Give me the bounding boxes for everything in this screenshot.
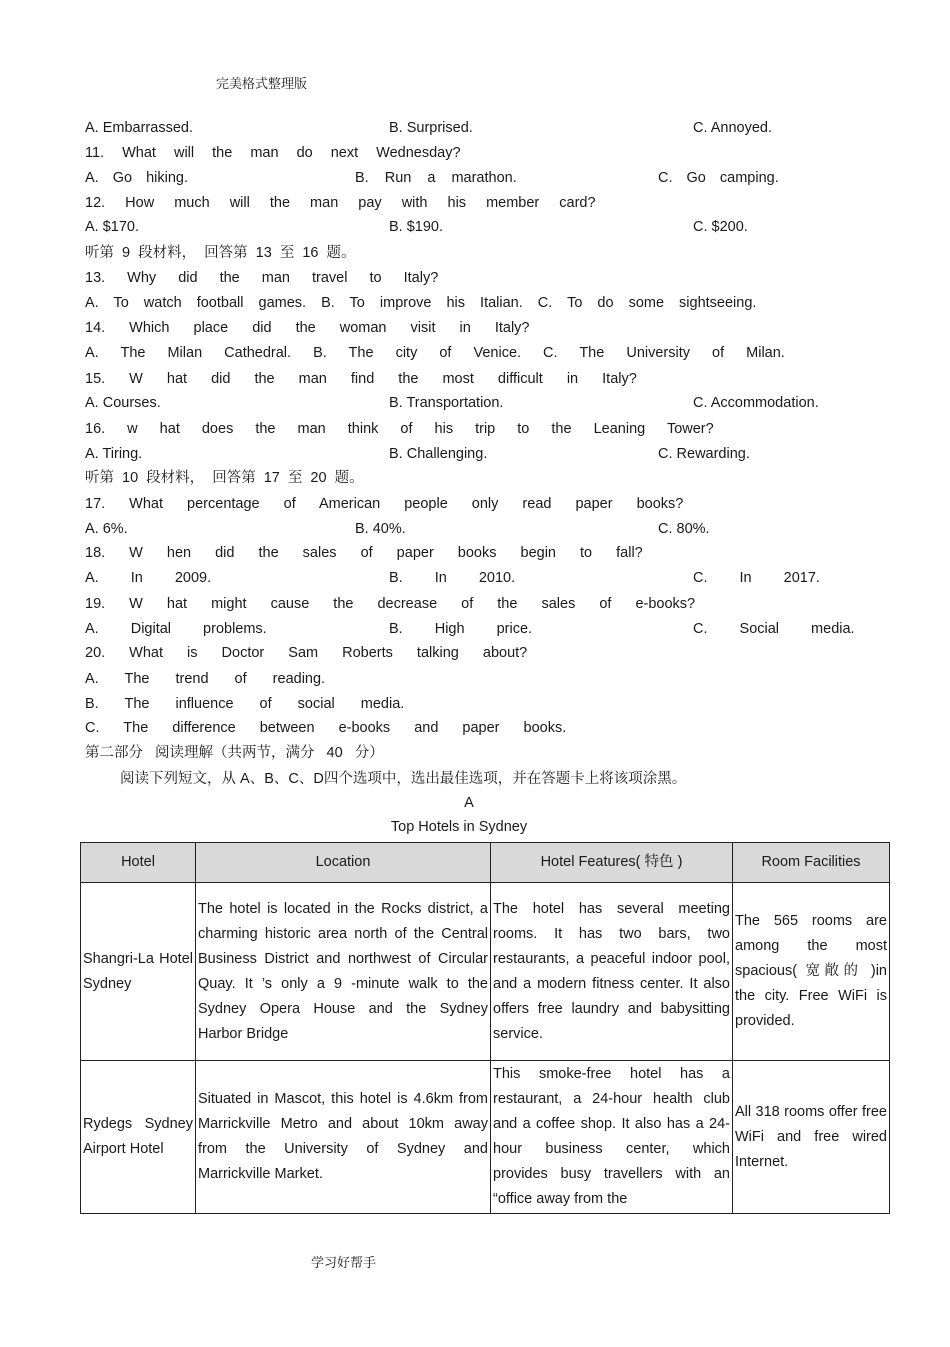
header-features: Hotel Features( 特色 ) [491,843,733,883]
table-row [81,883,890,1061]
q10-options [85,117,865,139]
option-b: B. $190. [389,219,444,235]
page-footer: 学习好帮手 [311,1255,377,1270]
option-a: A. Go hiking. [85,170,189,186]
option-a: A. $170. [85,219,140,235]
option-c: C. In 2017. [693,570,820,586]
option-c: C. 80%. [658,521,710,537]
q20-option-b: B. The influence of social media. [85,696,405,712]
question-16: 16. w hat does the man think of his trip to the Leaning Tower? [85,421,714,437]
option-c: C. $200. [693,219,748,235]
header-hotel: Hotel [81,843,196,883]
question-13: 13. Why did the man travel to Italy? [85,270,439,286]
table-row [81,1061,890,1214]
option-b: B. Challenging. [389,446,488,462]
passage-letter: A [464,795,474,811]
option-b: B. Transportation. [389,395,504,411]
q18-options [85,567,865,589]
header-location: Location [196,843,491,883]
option-a: A. In 2009. [85,570,212,586]
part-2-title: 第二部分 阅读理解（共两节，满分 40 分） [85,745,384,761]
option-b: B. High price. [389,621,533,637]
q13-options: A. To watch football games. B. To improve his Italian. C. To do some sightseeing. [85,295,757,311]
header-room-facilities: Room Facilities [733,843,890,883]
option-b: B. Surprised. [389,120,473,136]
hotel-room-facilities: All 318 rooms offer free WiFi and free wired Internet. [733,1061,890,1214]
question-15: 15. W hat did the man find the most difficult in Italy? [85,371,637,387]
hotel-location: The hotel is located in the Rocks district, a charming historic area north of the Central Business District and northwest of Circular Quay. It ’s only a 9 -minute walk to the Sydney Opera House and the Sydney Harbor Bridge [196,883,491,1061]
option-a: A. Embarrassed. [85,120,193,136]
question-19: 19. W hat might cause the decrease of the sales of e-books? [85,596,696,612]
table-header-row [81,843,890,883]
q12-options [85,216,865,238]
option-c: C. Annoyed. [693,120,772,136]
hotels-table [80,842,890,1214]
option-a: A. Tiring. [85,446,143,462]
q20-option-c: C. The difference between e-books and paper books. [85,720,567,736]
option-c: C. Social media. [693,621,855,637]
option-c: C. Rewarding. [658,446,750,462]
section-9-instruction: 听第 9 段材料， 回答第 13 至 16 题。 [85,245,356,261]
page-header: 完美格式整理版 [216,76,308,91]
section-10-instruction: 听第 10 段材料， 回答第 17 至 20 题。 [85,470,364,486]
hotel-location: Situated in Mascot, this hotel is 4.6km from Marrickville Metro and about 10km away from the University of Sydney and Marrickville Market. [196,1061,491,1214]
option-c: C. Go camping. [658,170,779,186]
q15-options [85,392,865,414]
hotel-name: Shangri-La Hotel Sydney [81,883,196,1061]
question-17: 17. What percentage of American people only read paper books? [85,496,684,512]
question-11: 11. What will the man do next Wednesday? [85,145,461,161]
question-12: 12. How much will the man pay with his member card? [85,195,596,211]
question-18: 18. W hen did the sales of paper books begin to fall? [85,545,643,561]
hotel-features: This smoke-free hotel has a restaurant, a 24-hour health club and a coffee shop. It also has a 24-hour business center, which provides busy travellers with an “office away from the [491,1061,733,1214]
option-b: B. In 2010. [389,570,516,586]
q19-options [85,618,865,640]
q20-option-a: A. The trend of reading. [85,671,326,687]
part-2-instruction: 阅读下列短文，从 A、B、C、D四个选项中，选出最佳选项，并在答题卡上将该项涂黑。 [120,771,687,787]
option-a: A. 6%. [85,521,128,537]
q17-options [85,518,865,540]
option-b: B. 40%. [355,521,406,537]
option-a: A. Digital problems. [85,621,267,637]
question-20: 20. What is Doctor Sam Roberts talking about? [85,645,528,661]
q14-options: A. The Milan Cathedral. B. The city of Venice. C. The University of Milan. [85,345,785,361]
q11-options [85,167,865,189]
hotel-name: Rydegs Sydney Airport Hotel [81,1061,196,1214]
table-title: Top Hotels in Sydney [390,819,528,835]
option-c: C. Accommodation. [693,395,819,411]
hotel-features: The hotel has several meeting rooms. It has two bars, two restaurants, a peaceful indoor pool, and a modern fitness center. It also offers free laundry and babysitting service. [491,883,733,1061]
option-a: A. Courses. [85,395,161,411]
hotel-room-facilities: The 565 rooms are among the most spacious( 宽敞的 )in the city. Free WiFi is provided. [733,883,890,1061]
q16-options [85,443,865,465]
question-14: 14. Which place did the woman visit in Italy? [85,320,530,336]
option-b: B. Run a marathon. [355,170,517,186]
